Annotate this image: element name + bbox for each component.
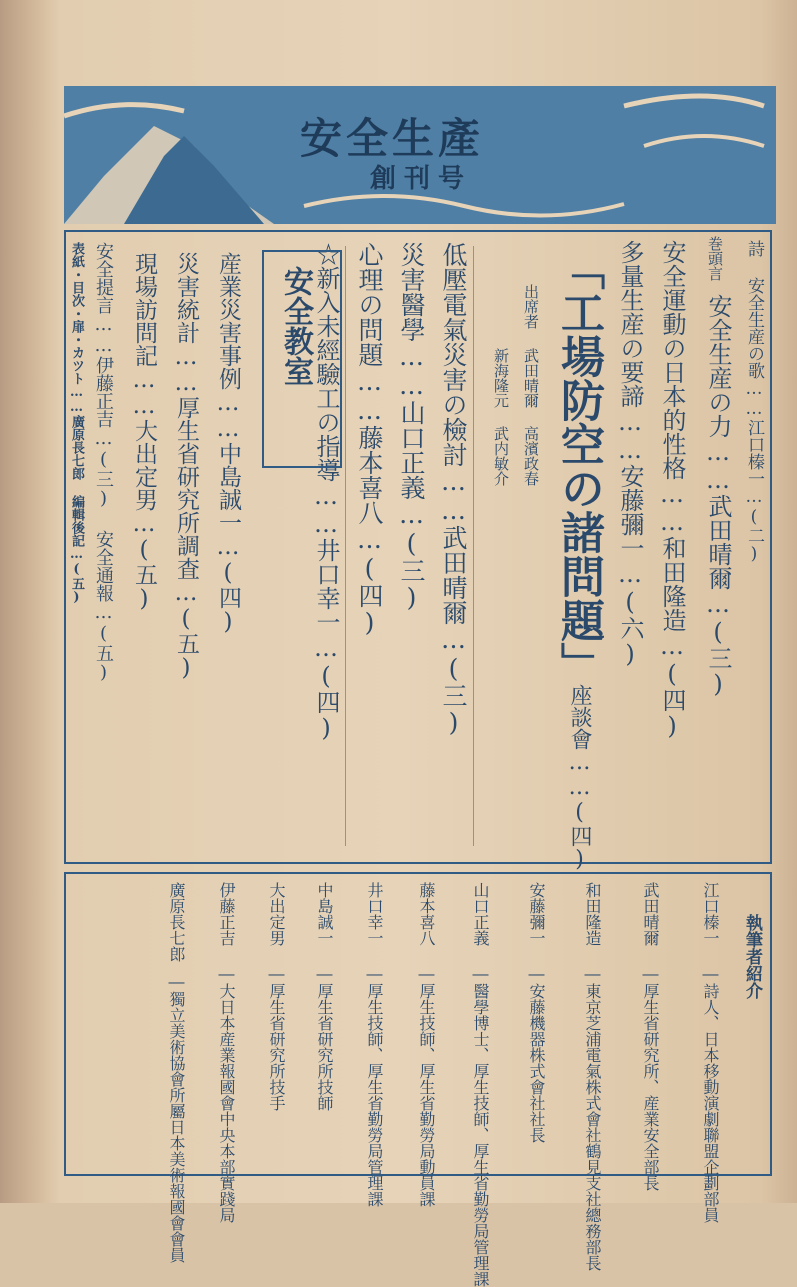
attendees-label: 出席者 [522, 284, 540, 329]
section-label: 安全教室 [278, 266, 313, 386]
divider [473, 246, 474, 846]
contributor-desc: ―大日本産業報國會中央本部實踐局 [217, 964, 236, 1223]
kantogen-label: 巻頭言 [706, 236, 724, 281]
contributor-desc: ―東京芝浦電氣株式會社鶴見支社總務部長 [583, 964, 602, 1271]
contributor-name: 中島誠一 [315, 882, 334, 946]
contributor-desc: ―醫學博士、厚生技師、厚生省勤勞局管理課 [471, 964, 490, 1287]
contributor-name: 安藤彌一 [527, 882, 546, 946]
contributors-section [64, 872, 772, 1287]
issue-label: 創刊号 [370, 164, 473, 194]
contributor-desc: ―詩人、日本移動演劇聯盟企劃部員 [701, 964, 720, 1223]
contributor-desc: ―厚生技師、厚生省勤勞局管理課 [365, 964, 384, 1207]
contributor-name: 武田晴爾 [641, 882, 660, 946]
toc-edu-3: 現場訪問記……大出定男…(五) [131, 252, 157, 612]
toc-misc-1: 安全提言……伊藤正吉…(三) 安全通報…(五) [93, 242, 114, 683]
contributor-name: 廣原長七郎 [167, 882, 186, 962]
contributor-desc: ―厚生省研究所技師 [315, 964, 334, 1111]
contributor-name: 江口榛一 [701, 882, 720, 946]
toc-edu-1: 産業災害事例……中島誠一…(四) [215, 252, 241, 635]
contributor-name: 和田隆造 [583, 882, 602, 946]
toc-edu-2: 災害統計……厚生省研究所調査…(五) [173, 252, 199, 681]
contributor-desc: ―安藤機器株式會社社長 [527, 964, 546, 1143]
contributors-heading: 執筆者紹介 [742, 914, 762, 999]
symposium-suffix: 座談會……(四) [567, 684, 592, 872]
divider [345, 246, 346, 846]
symposium-title: 「工場防空の諸問題」 [553, 246, 604, 686]
contributor-name: 大出定男 [267, 882, 286, 946]
contributor-desc: ―獨立美術協會所屬日本美術報國會會員 [167, 972, 186, 1263]
contributor-desc: ―厚生省研究所技手 [267, 964, 286, 1111]
contributor-desc: ―厚生技師、厚生省勤勞局動員課 [417, 964, 436, 1207]
toc-kantogen: 安全生産の力……武田晴爾…(三) [704, 294, 732, 698]
table-of-contents [64, 230, 772, 872]
contributor-name: 井口幸一 [365, 882, 384, 946]
toc-article-3: 低壓電氣災害の檢討……武田晴爾…(三) [439, 242, 468, 737]
magazine-title: 安全生產 [300, 114, 485, 163]
toc-article-4: 災害醫學……山口正義…(三) [397, 242, 426, 612]
toc-misc-2: 表紙・目次・扉・カツト……廣原長七郎 編輯後記…(五) [69, 242, 84, 605]
attendees-2: 新海隆元 武内敏介 [492, 348, 510, 486]
contributor-name: 藤本喜八 [417, 882, 436, 946]
toc-article-5: 心理の問題……藤本喜八…(四) [355, 242, 384, 637]
contributor-name: 山口正義 [471, 882, 490, 946]
toc-article-2: 多量生産の要諦……安藤彌一…(六) [616, 240, 644, 668]
toc-article-1: 安全運動の日本的性格……和田隆造…(四) [658, 240, 686, 740]
contributor-name: 伊藤正吉 [217, 882, 236, 946]
contributor-desc: ―厚生省研究所、産業安全部長 [641, 964, 660, 1191]
attendees-1: 武田晴爾 高濱政春 [522, 348, 540, 486]
toc-article-6: ☆新入未經驗工の指導……井口幸一…(四) [312, 242, 340, 742]
toc-poem: 詩 安全生産の歌……江口榛一…(二) [744, 240, 764, 564]
